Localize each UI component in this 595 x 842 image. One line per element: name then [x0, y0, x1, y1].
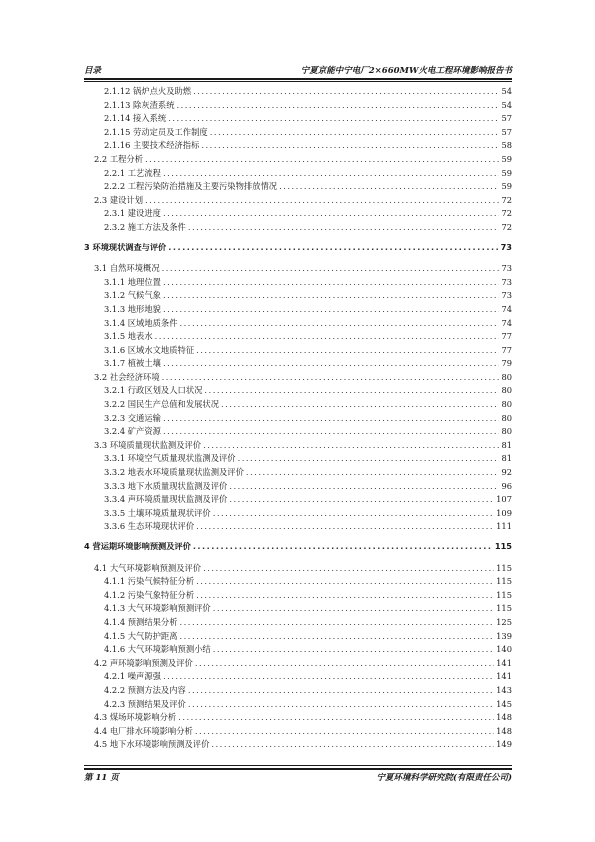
page-footer [84, 771, 512, 785]
toc-entry-page: 81 [501, 439, 512, 450]
toc-leader-dots [162, 372, 500, 382]
toc-entry[interactable] [84, 616, 512, 630]
toc-leader-dots [195, 726, 494, 736]
toc-leader-dots [163, 671, 494, 681]
toc-entry-label: 4.2.1 噪声源强 [104, 671, 161, 682]
toc-entry-page: 141 [496, 657, 512, 668]
toc-leader-dots [162, 263, 500, 273]
toc-leader-dots [213, 603, 494, 613]
toc-leader-dots [196, 521, 494, 531]
toc-leader-dots [196, 576, 494, 586]
toc-entry[interactable] [84, 698, 512, 712]
toc-leader-dots [196, 590, 494, 600]
toc-entry-label: 3.1.1 地理位置 [104, 276, 161, 287]
toc-entry-page: 141 [496, 671, 512, 682]
toc-leader-dots [188, 699, 494, 709]
toc-entry-page: 115 [496, 589, 512, 600]
toc-entry[interactable] [84, 493, 512, 507]
toc-entry[interactable] [84, 711, 512, 725]
toc-entry-page: 115 [496, 576, 512, 587]
toc-entry[interactable] [84, 276, 512, 290]
header-rule-thick [84, 78, 512, 80]
toc-entry-page: 73 [501, 290, 512, 301]
toc-entry-label: 3.1.7 植被土壤 [104, 358, 161, 369]
toc-leader-dots [168, 113, 499, 123]
toc-entry[interactable] [84, 384, 512, 398]
toc-leader-dots [163, 358, 500, 368]
footer-organization: 宁夏环境科学研究院(有限责任公司) [376, 773, 512, 783]
toc-entry-label: 3.1.6 区域水文地质特征 [104, 344, 195, 355]
toc-leader-dots [180, 617, 495, 627]
toc-entry[interactable] [84, 439, 512, 453]
toc-entry[interactable] [84, 303, 512, 317]
toc-entry[interactable] [84, 221, 512, 235]
header-report-title: 宁夏京能中宁电厂2×660MW火电工程环境影响报告书 [300, 66, 512, 76]
toc-entry-page: 74 [501, 317, 512, 328]
toc-entry-label: 2.1.15 劳动定员及工作制度 [104, 126, 208, 137]
toc-leader-dots [163, 426, 500, 436]
toc-entry-page: 72 [501, 208, 512, 219]
toc-entry[interactable] [84, 330, 512, 344]
toc-entry-label: 4.2.2 预测方法及内容 [104, 684, 186, 695]
toc-leader-dots [211, 739, 494, 749]
toc-entry-label: 3.1.3 地形地貌 [104, 303, 161, 314]
toc-entry[interactable] [84, 738, 512, 752]
toc-entry-label: 2.2.2 工程污染防治措施及主要污染物排放情况 [104, 181, 278, 192]
toc-entry-label: 3.3.5 土壤环境质量现状评价 [104, 507, 211, 518]
toc-entry-page: 140 [496, 644, 512, 655]
toc-entry-label: 4.1.4 预测结果分析 [104, 616, 178, 627]
toc-entry-page: 143 [496, 684, 512, 695]
toc-entry-page: 115 [494, 541, 512, 551]
page-header [84, 62, 512, 76]
toc-entry-page: 72 [501, 221, 512, 232]
toc-entry-label: 3.3.1 环境空气质量现状监测及评价 [104, 453, 236, 464]
toc-entry[interactable] [84, 452, 512, 466]
toc-entry-page: 57 [501, 126, 512, 137]
toc-entry-page: 77 [501, 331, 512, 342]
footer-rule-thick [84, 768, 512, 770]
toc-leader-dots [246, 467, 500, 477]
toc-leader-dots [229, 494, 494, 504]
toc-leader-dots [204, 385, 499, 395]
toc-leader-dots [193, 541, 493, 551]
toc-leader-dots [145, 154, 499, 164]
toc-entry-label: 2.1.13 除灰渣系统 [104, 99, 175, 110]
page-number: 第 11 页 [84, 773, 119, 783]
toc-entry[interactable] [84, 112, 512, 126]
toc-leader-dots [163, 168, 500, 178]
toc-leader-dots [163, 277, 500, 287]
toc-entry-label: 4.5 地下水环境影响预测及评价 [94, 739, 210, 750]
toc-entry[interactable] [84, 575, 512, 589]
toc-leader-dots [180, 631, 495, 641]
toc-entry[interactable] [84, 207, 512, 221]
toc-entry-label: 3.3.2 地表水环境质量现状监测及评价 [104, 467, 244, 478]
toc-chapter-entry[interactable] [84, 541, 512, 555]
toc-entry[interactable] [84, 139, 512, 153]
toc-entry-page: 80 [501, 399, 512, 410]
toc-leader-dots [229, 481, 499, 491]
toc-leader-dots [163, 290, 500, 300]
toc-leader-dots [193, 86, 499, 96]
toc-entry-label: 3.2.4 矿产资源 [104, 426, 161, 437]
toc-leader-dots [203, 440, 499, 450]
toc-entry-label: 4.2 声环境影响预测及评价 [94, 657, 193, 668]
toc-entry-page: 58 [501, 140, 512, 151]
toc-leader-dots [203, 563, 494, 573]
toc-entry-label: 3.1.2 气候气象 [104, 290, 161, 301]
toc-leader-dots [195, 658, 494, 668]
toc-leader-dots [238, 453, 500, 463]
table-of-contents [84, 85, 512, 752]
toc-leader-dots [163, 413, 500, 423]
toc-entry-page: 59 [501, 167, 512, 178]
toc-leader-dots [145, 195, 499, 205]
toc-leader-dots [188, 222, 500, 232]
toc-entry-label: 3.1.4 区域地质条件 [104, 317, 178, 328]
toc-entry-page: 80 [501, 412, 512, 423]
toc-entry-page: 80 [501, 371, 512, 382]
toc-entry-page: 81 [501, 453, 512, 464]
toc-entry-label: 3.3.3 地下水质量现状监测及评价 [104, 480, 228, 491]
toc-entry[interactable] [84, 507, 512, 521]
toc-entry-label: 2.1.12 锅炉点火及助燃 [104, 86, 192, 96]
toc-entry-page: 73 [501, 263, 512, 274]
toc-entry-page: 115 [496, 562, 512, 573]
toc-entry-label: 3.1.5 地表水 [104, 331, 153, 342]
toc-entry-page: 148 [496, 712, 512, 723]
toc-leader-dots [163, 208, 500, 218]
toc-leader-dots [196, 345, 499, 355]
toc-entry-label: 3 环境现状调查与评价 [84, 241, 167, 252]
toc-entry-page: 59 [501, 181, 512, 192]
toc-leader-dots [177, 100, 500, 110]
toc-leader-dots [279, 181, 499, 191]
toc-leader-dots [213, 508, 494, 518]
toc-leader-dots [168, 242, 498, 252]
toc-entry-label: 3.2 社会经济环境 [94, 371, 160, 382]
toc-entry-label: 4.1.5 大气防护距离 [104, 630, 178, 641]
toc-entry-page: 96 [501, 480, 512, 491]
toc-entry-label: 2.2 工程分析 [94, 153, 144, 164]
toc-entry-label: 3.2.1 行政区划及人口状况 [104, 385, 203, 396]
toc-entry-page: 149 [496, 739, 512, 750]
toc-entry-page: 74 [501, 303, 512, 314]
toc-entry-label: 3.3 环境质量现状监测及评价 [94, 439, 202, 450]
toc-leader-dots [163, 304, 500, 314]
toc-entry[interactable] [84, 194, 512, 208]
toc-entry-page: 59 [501, 153, 512, 164]
toc-entry-label: 2.3.1 建设进度 [104, 208, 161, 219]
toc-leader-dots [221, 399, 499, 409]
toc-chapter-entry[interactable] [84, 242, 512, 256]
toc-leader-dots [155, 331, 500, 341]
toc-entry[interactable] [84, 684, 512, 698]
toc-entry[interactable] [84, 657, 512, 671]
toc-entry[interactable] [84, 480, 512, 494]
toc-entry-page: 107 [496, 494, 512, 505]
toc-leader-dots [188, 685, 494, 695]
toc-entry[interactable] [84, 85, 512, 99]
toc-entry-page: 139 [496, 630, 512, 641]
toc-leader-dots [201, 140, 499, 150]
toc-entry-label: 4.1.3 大气环境影响预测评价 [104, 603, 211, 614]
toc-entry-label: 4.4 电厂排水环境影响分析 [94, 725, 193, 736]
toc-entry-page: 148 [496, 725, 512, 736]
toc-entry-label: 3.1 自然环境概况 [94, 263, 160, 274]
toc-entry[interactable] [84, 289, 512, 303]
toc-entry-label: 4.2.3 预测结果及评价 [104, 698, 186, 709]
toc-entry-page: 109 [496, 507, 512, 518]
toc-entry[interactable] [84, 344, 512, 358]
toc-entry-page: 79 [501, 358, 512, 369]
toc-entry[interactable] [84, 643, 512, 657]
toc-entry-label: 2.3 建设计划 [94, 194, 144, 205]
toc-entry-page: 57 [501, 113, 512, 124]
toc-entry-label: 4.1.2 污染气象特征分析 [104, 589, 195, 600]
toc-leader-dots [180, 318, 500, 328]
toc-entry[interactable] [84, 562, 512, 576]
toc-entry-page: 92 [501, 467, 512, 478]
toc-entry-label: 4.1 大气环境影响预测及评价 [94, 562, 202, 573]
toc-entry-label: 2.1.16 主要技术经济指标 [104, 140, 200, 151]
toc-entry-page: 115 [496, 603, 512, 614]
toc-entry[interactable] [84, 398, 512, 412]
toc-entry-label: 3.3.6 生态环境现状评价 [104, 521, 195, 532]
toc-entry-page: 54 [501, 86, 512, 96]
toc-entry[interactable] [84, 153, 512, 167]
toc-entry-page: 80 [501, 426, 512, 437]
toc-entry-label: 3.2.2 国民生产总值和发展状况 [104, 399, 220, 410]
header-section-title: 目录 [84, 66, 102, 76]
toc-entry-page: 80 [501, 385, 512, 396]
toc-entry-page: 73 [500, 241, 512, 252]
toc-entry-label: 2.1.14 接入系统 [104, 113, 167, 124]
toc-entry[interactable] [84, 180, 512, 194]
toc-entry-page: 145 [496, 698, 512, 709]
toc-entry[interactable] [84, 262, 512, 276]
toc-entry-page: 72 [501, 194, 512, 205]
toc-entry-page: 73 [501, 276, 512, 287]
toc-entry[interactable] [84, 725, 512, 739]
toc-entry[interactable] [84, 602, 512, 616]
toc-entry[interactable] [84, 425, 512, 439]
toc-entry-page: 77 [501, 344, 512, 355]
toc-entry-label: 3.3.4 声环境质量现状监测及评价 [104, 494, 228, 505]
toc-entry-label: 4.1.6 大气环境影响预测小结 [104, 644, 211, 655]
toc-entry[interactable] [84, 357, 512, 371]
toc-entry[interactable] [84, 466, 512, 480]
toc-entry-label: 3.2.3 交通运输 [104, 412, 161, 423]
toc-entry-label: 4 营运期环境影响预测及评价 [84, 541, 191, 551]
toc-entry-label: 4.1.1 污染气候特征分析 [104, 576, 195, 587]
toc-entry-page: 54 [501, 99, 512, 110]
toc-entry-label: 4.3 煤场环境影响分析 [94, 712, 177, 723]
toc-entry[interactable] [84, 670, 512, 684]
header-rule-thin [84, 81, 512, 82]
toc-entry[interactable] [84, 412, 512, 426]
toc-entry[interactable] [84, 167, 512, 181]
toc-entry-page: 125 [496, 616, 512, 627]
toc-leader-dots [178, 712, 494, 722]
toc-entry[interactable] [84, 630, 512, 644]
toc-leader-dots [213, 644, 494, 654]
toc-entry-label: 2.3.2 施工方法及条件 [104, 221, 186, 232]
toc-entry[interactable] [84, 371, 512, 385]
toc-entry[interactable] [84, 126, 512, 140]
toc-entry[interactable] [84, 520, 512, 534]
toc-entry-label: 2.2.1 工艺流程 [104, 167, 161, 178]
toc-leader-dots [210, 127, 500, 137]
toc-entry[interactable] [84, 589, 512, 603]
footer-rule-thin [84, 765, 512, 766]
toc-entry-page: 111 [496, 521, 512, 532]
toc-entry[interactable] [84, 317, 512, 331]
toc-entry[interactable] [84, 99, 512, 113]
